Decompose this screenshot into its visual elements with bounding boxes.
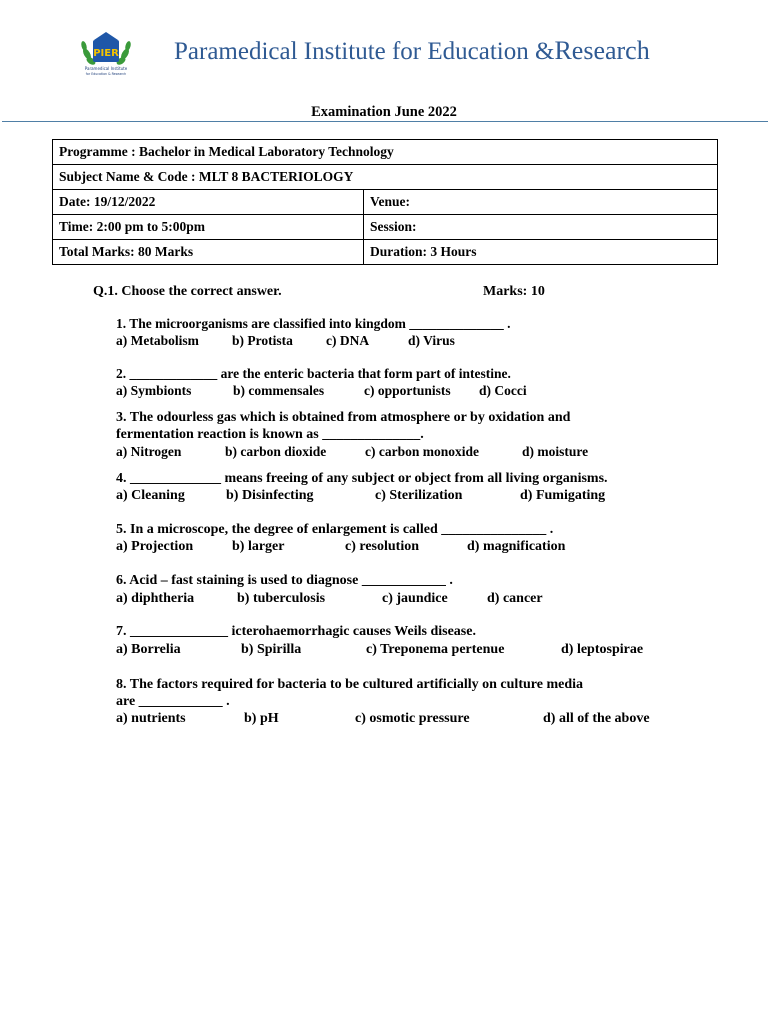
q5-option-b: b) larger — [232, 539, 285, 554]
q4-option-b: b) Disinfecting — [226, 488, 314, 503]
logo-caption-line1: Paramedical Institute — [84, 66, 128, 71]
exam-info-table — [52, 139, 718, 265]
q2-option-b: b) commensales — [233, 383, 325, 398]
date-cell: Date: 19/12/2022 — [53, 190, 364, 215]
q6-option-b: b) tuberculosis — [237, 591, 326, 606]
logo-caption-line2: for Education & Research — [85, 72, 127, 76]
q8-option-d: d) all of the above — [543, 711, 650, 726]
programme-cell: Programme : Bachelor in Medical Laboratory Technology — [53, 140, 718, 165]
table-row — [53, 215, 718, 240]
question-7-text: 7. ______________ icterohaemorrhagic causes Weils disease. — [116, 624, 476, 639]
table-row — [53, 165, 718, 190]
institute-logo-icon — [76, 28, 136, 78]
session-cell: Session: — [364, 215, 718, 240]
question-3-text-line1: 3. The odourless gas which is obtained from atmosphere or by oxidation and — [116, 410, 571, 425]
total-marks-cell: Total Marks: 80 Marks — [53, 240, 364, 265]
q4-option-a: a) Cleaning — [116, 488, 185, 503]
q7-option-c: c) Treponema pertenue — [366, 642, 505, 657]
time-cell: Time: 2:00 pm to 5:00pm — [53, 215, 364, 240]
q5-option-d: d) magnification — [467, 539, 566, 554]
q2-option-c: c) opportunists — [364, 383, 451, 398]
table-row — [53, 240, 718, 265]
q3-option-d: d) moisture — [522, 444, 589, 459]
section-heading: Q.1. Choose the correct answer. — [93, 284, 282, 299]
q8-option-a: a) nutrients — [116, 711, 186, 726]
header-divider — [2, 121, 768, 122]
institute-name — [174, 36, 650, 66]
question-4-text: 4. _____________ means freeing of any subject or object from all living organisms. — [116, 471, 608, 486]
q4-option-d: d) Fumigating — [520, 488, 606, 503]
q1-option-b: b) Protista — [232, 333, 293, 348]
q1-option-a: a) Metabolism — [116, 333, 199, 348]
question-3-text-line2: fermentation reaction is known as ______________. — [116, 427, 424, 442]
q3-option-c: c) carbon monoxide — [365, 444, 479, 459]
institute-name-part2: Research — [554, 36, 650, 65]
q3-option-a: a) Nitrogen — [116, 444, 182, 459]
subject-cell: Subject Name & Code : MLT 8 BACTERIOLOGY — [53, 165, 718, 190]
question-2-text: 2. _____________ are the enteric bacteria that form part of intestine. — [116, 366, 511, 381]
q7-option-b: b) Spirilla — [241, 642, 302, 657]
q3-option-b: b) carbon dioxide — [225, 444, 327, 459]
q2-option-a: a) Symbionts — [116, 383, 192, 398]
q1-option-d: d) Virus — [408, 333, 455, 348]
logo-text: PIER — [93, 48, 119, 59]
q5-option-a: a) Projection — [116, 539, 194, 554]
q5-option-c: c) resolution — [345, 539, 420, 554]
q7-option-d: d) leptospirae — [561, 642, 644, 657]
exam-title: Examination June 2022 — [311, 104, 457, 120]
q6-option-d: d) cancer — [487, 591, 543, 606]
question-8-text-line2: are ____________ . — [116, 694, 230, 709]
q7-option-a: a) Borrelia — [116, 642, 181, 657]
table-row — [53, 190, 718, 215]
q8-option-b: b) pH — [244, 711, 279, 726]
question-6-text: 6. Acid – fast staining is used to diagnose ____________ . — [116, 573, 453, 588]
table-row — [53, 140, 718, 165]
q1-option-c: c) DNA — [326, 333, 370, 348]
institute-name-part1: Paramedical Institute for Education & — [174, 38, 555, 65]
q2-option-d: d) Cocci — [479, 383, 527, 398]
q6-option-c: c) jaundice — [382, 591, 448, 606]
question-5-text: 5. In a microscope, the degree of enlargement is called _______________ . — [116, 522, 554, 537]
duration-cell: Duration: 3 Hours — [364, 240, 718, 265]
question-8-text-line1: 8. The factors required for bacteria to be cultured artificially on culture media — [116, 677, 583, 692]
q4-option-c: c) Sterilization — [375, 488, 463, 503]
question-1-text: 1. The microorganisms are classified into kingdom ______________ . — [116, 316, 511, 331]
q8-option-c: c) osmotic pressure — [355, 711, 470, 726]
section-marks: Marks: 10 — [483, 284, 545, 299]
venue-cell: Venue: — [364, 190, 718, 215]
q6-option-a: a) diphtheria — [116, 591, 195, 606]
